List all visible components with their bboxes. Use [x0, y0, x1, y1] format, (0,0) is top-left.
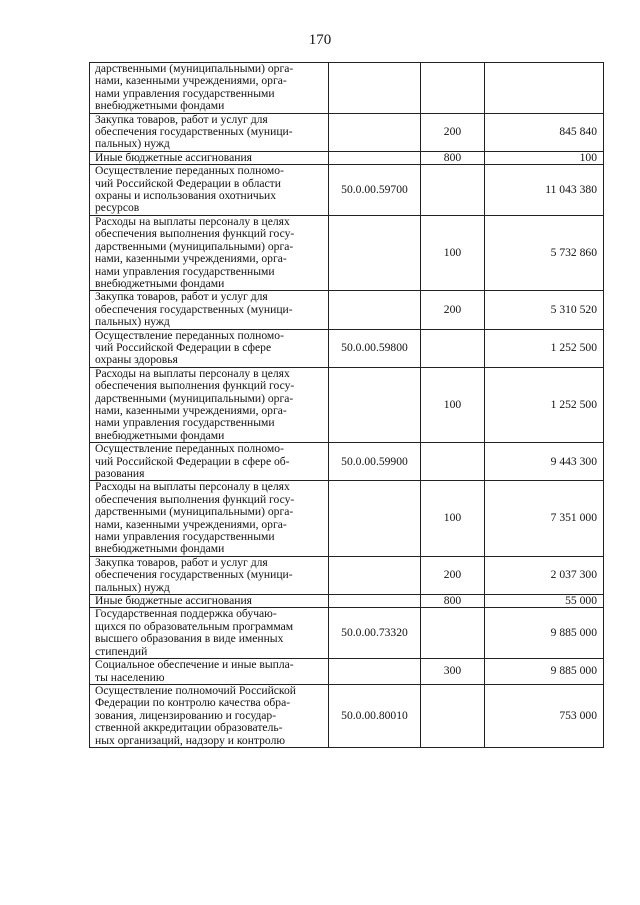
row-amount-cell: 55 000	[485, 595, 604, 608]
row-target-article-cell	[329, 659, 421, 685]
row-expense-type-cell	[421, 684, 485, 747]
row-expense-type-cell: 800	[421, 595, 485, 608]
row-expense-type-cell: 100	[421, 481, 485, 556]
row-amount-cell: 9 885 000	[485, 608, 604, 659]
row-target-article-cell: 50.0.00.59900	[329, 443, 421, 481]
row-expense-type-cell: 300	[421, 659, 485, 685]
page-number: 170	[308, 32, 332, 48]
table-row	[90, 113, 604, 151]
row-expense-type-cell: 100	[421, 367, 485, 442]
table-row	[90, 556, 604, 594]
row-name-cell: Осуществление переданных полномо- чий Российской Федерации в сфере охраны здоровья	[90, 329, 329, 367]
row-expense-type-cell	[421, 608, 485, 659]
budget-table-body	[90, 63, 604, 748]
row-name-cell: Социальное обеспечение и иные выпла- ты населению	[90, 659, 329, 685]
row-name-cell: дарственными (муниципальными) орга- нами, казенными учреждениями, орга- нами управления государственными внебюджетными фондами	[90, 63, 329, 114]
row-target-article-cell	[329, 367, 421, 442]
table-row	[90, 443, 604, 481]
row-amount-cell: 11 043 380	[485, 165, 604, 216]
row-expense-type-cell	[421, 165, 485, 216]
budget-table	[89, 62, 604, 748]
row-name-cell: Расходы на выплаты персоналу в целях обеспечения выполнения функций госу- дарственными (муниципальными) орга- нами, казенными учреждениями, орга- нами управления государственными внебюджетными фондами	[90, 481, 329, 556]
row-amount-cell: 1 252 500	[485, 367, 604, 442]
row-target-article-cell	[329, 151, 421, 164]
table-row	[90, 608, 604, 659]
table-row	[90, 165, 604, 216]
row-name-cell: Осуществление переданных полномо- чий Российской Федерации в сфере об- разования	[90, 443, 329, 481]
row-expense-type-cell	[421, 63, 485, 114]
table-row	[90, 63, 604, 114]
row-name-cell: Закупка товаров, работ и услуг для обеспечения государственных (муници- пальных) нужд	[90, 291, 329, 329]
row-target-article-cell	[329, 556, 421, 594]
table-row	[90, 151, 604, 164]
table-row	[90, 659, 604, 685]
table-row	[90, 367, 604, 442]
row-target-article-cell	[329, 481, 421, 556]
table-row	[90, 291, 604, 329]
row-name-cell: Закупка товаров, работ и услуг для обеспечения государственных (муници- пальных) нужд	[90, 113, 329, 151]
table-row	[90, 595, 604, 608]
row-expense-type-cell	[421, 329, 485, 367]
row-target-article-cell: 50.0.00.59700	[329, 165, 421, 216]
row-target-article-cell	[329, 595, 421, 608]
table-row	[90, 215, 604, 290]
row-target-article-cell	[329, 113, 421, 151]
row-expense-type-cell	[421, 443, 485, 481]
row-amount-cell: 7 351 000	[485, 481, 604, 556]
row-amount-cell: 9 443 300	[485, 443, 604, 481]
row-name-cell: Осуществление полномочий Российской Федерации по контролю качества обра- зования, лицензированию и государ- ственной аккредитации образователь- ных организаций, надзору и контролю	[90, 684, 329, 747]
row-amount-cell: 2 037 300	[485, 556, 604, 594]
row-name-cell: Осуществление переданных полномо- чий Российской Федерации в области охраны и использования охотничьих ресурсов	[90, 165, 329, 216]
row-target-article-cell	[329, 63, 421, 114]
row-amount-cell: 845 840	[485, 113, 604, 151]
row-target-article-cell	[329, 215, 421, 290]
row-amount-cell	[485, 63, 604, 114]
row-amount-cell: 5 310 520	[485, 291, 604, 329]
table-row	[90, 684, 604, 747]
row-expense-type-cell: 800	[421, 151, 485, 164]
row-target-article-cell: 50.0.00.59800	[329, 329, 421, 367]
row-expense-type-cell: 200	[421, 291, 485, 329]
row-amount-cell: 5 732 860	[485, 215, 604, 290]
table-row	[90, 329, 604, 367]
row-target-article-cell: 50.0.00.80010	[329, 684, 421, 747]
row-target-article-cell: 50.0.00.73320	[329, 608, 421, 659]
row-expense-type-cell: 100	[421, 215, 485, 290]
row-name-cell: Иные бюджетные ассигнования	[90, 595, 329, 608]
row-name-cell: Иные бюджетные ассигнования	[90, 151, 329, 164]
row-amount-cell: 1 252 500	[485, 329, 604, 367]
row-amount-cell: 100	[485, 151, 604, 164]
row-expense-type-cell: 200	[421, 113, 485, 151]
row-name-cell: Расходы на выплаты персоналу в целях обеспечения выполнения функций госу- дарственными (муниципальными) орга- нами, казенными учреждениями, орга- нами управления государственными внебюджетными фондами	[90, 215, 329, 290]
row-name-cell: Государственная поддержка обучаю- щихся по образовательным программам высшего образования в виде именных стипендий	[90, 608, 329, 659]
row-expense-type-cell: 200	[421, 556, 485, 594]
row-amount-cell: 753 000	[485, 684, 604, 747]
row-amount-cell: 9 885 000	[485, 659, 604, 685]
row-name-cell: Закупка товаров, работ и услуг для обеспечения государственных (муници- пальных) нужд	[90, 556, 329, 594]
row-name-cell: Расходы на выплаты персоналу в целях обеспечения выполнения функций госу- дарственными (муниципальными) орга- нами, казенными учреждениями, орга- нами управления государственными внебюджетными фондами	[90, 367, 329, 442]
row-target-article-cell	[329, 291, 421, 329]
table-row	[90, 481, 604, 556]
